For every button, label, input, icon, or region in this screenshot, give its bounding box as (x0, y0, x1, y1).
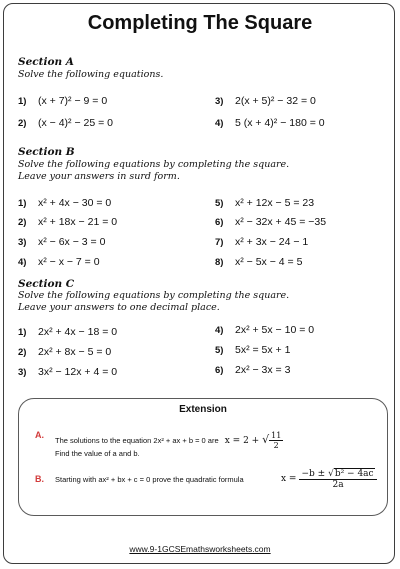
sqrt-sign: √ (328, 469, 334, 479)
equation: x² − 5x − 4 = 5 (235, 256, 303, 268)
quadratic-formula (281, 468, 377, 490)
extension-b-label: B. (35, 474, 44, 484)
equation: x² − 32x + 45 = −35 (235, 216, 327, 228)
equation: x² + 4x − 30 = 0 (38, 197, 112, 209)
formula-discriminant: b² − 4ac (334, 469, 374, 479)
section-a-instruction: Solve the following equations. (18, 69, 164, 80)
equation: 2x² + 4x − 18 = 0 (38, 326, 118, 338)
formula-fraction (299, 468, 376, 490)
equation: 5x² = 5x + 1 (235, 344, 291, 356)
question-c6 (215, 364, 290, 376)
question-b4 (18, 256, 100, 268)
question-c2 (18, 346, 111, 358)
equation: 3x² − 12x + 4 = 0 (38, 366, 118, 378)
extension-title: Extension (179, 404, 227, 415)
extension-a-text (55, 431, 283, 450)
equation: 2(x + 5)² − 32 = 0 (235, 95, 316, 107)
equation: x² + 18x − 21 = 0 (38, 216, 118, 228)
question-number: 4) (215, 118, 224, 129)
question-c3 (18, 366, 117, 378)
question-b6 (215, 216, 326, 228)
question-a1 (18, 95, 107, 107)
question-number: 6) (215, 217, 224, 228)
extension-a-label: A. (35, 430, 44, 440)
equation: x² + 12x − 5 = 23 (235, 197, 315, 209)
question-number: 6) (215, 365, 224, 376)
question-number: 5) (215, 198, 224, 209)
extension-b-text: Starting with ax² + bx + c = 0 prove the quadratic formula (55, 475, 244, 484)
question-c5 (215, 344, 290, 356)
extension-a-line2: Find the value of a and b. (55, 449, 140, 458)
question-number: 7) (215, 237, 224, 248)
formula-denominator: 2a (332, 480, 344, 490)
extension-a-x: x = 2 + (224, 436, 260, 446)
equation: 5 (x + 4)² − 180 = 0 (235, 117, 325, 129)
question-number: 5) (215, 345, 224, 356)
equation: (x − 4)² − 25 = 0 (38, 117, 113, 129)
question-number: 2) (18, 118, 27, 129)
equation: (x + 7)² − 9 = 0 (38, 95, 108, 107)
fraction-numerator: 11 (271, 431, 282, 440)
question-number: 2) (18, 217, 27, 228)
extension-a-solution (224, 431, 284, 450)
question-c4 (215, 324, 314, 336)
question-number: 1) (18, 96, 27, 107)
section-c-instruction-1: Solve the following equations by completing the square. (18, 290, 290, 301)
fraction-denominator: 2 (273, 441, 279, 450)
fraction (269, 431, 283, 450)
section-b-title: Section B (18, 146, 75, 158)
question-number: 4) (18, 257, 27, 268)
equation: 2x² + 8x − 5 = 0 (38, 346, 112, 358)
question-b5 (215, 197, 314, 209)
formula-num-left: −b ± (301, 469, 326, 479)
question-b3 (18, 236, 105, 248)
question-number: 3) (18, 237, 27, 248)
question-b8 (215, 256, 302, 268)
section-b-instruction-1: Solve the following equations by completing the square. (18, 159, 290, 170)
question-number: 1) (18, 198, 27, 209)
question-number: 2) (18, 347, 27, 358)
question-a2 (18, 117, 113, 129)
section-c-title: Section C (18, 278, 75, 290)
question-number: 3) (215, 96, 224, 107)
section-a-title: Section A (18, 56, 74, 68)
question-a3 (215, 95, 316, 107)
equation: x² − 6x − 3 = 0 (38, 236, 106, 248)
footer-link[interactable]: www.9-1GCSEmathsworksheets.com (129, 544, 271, 554)
section-b-instruction-2: Leave your answers in surd form. (18, 171, 180, 182)
equation: 2x² − 3x = 3 (235, 364, 291, 376)
question-number: 8) (215, 257, 224, 268)
question-number: 4) (215, 325, 224, 336)
question-b2 (18, 216, 117, 228)
equation: x² − x − 7 = 0 (38, 256, 100, 268)
formula-x: x = (281, 474, 297, 484)
question-number: 3) (18, 367, 27, 378)
question-b1 (18, 197, 111, 209)
page-title: Completing The Square (87, 12, 313, 34)
extension-a-statement: The solutions to the equation 2x² + ax + b = 0 are (55, 436, 219, 445)
question-number: 1) (18, 327, 27, 338)
equation: x² + 3x − 24 − 1 (235, 236, 309, 248)
equation: 2x² + 5x − 10 = 0 (235, 324, 315, 336)
sqrt-sign: √ (262, 433, 270, 446)
section-c-instruction-2: Leave your answers to one decimal place. (18, 302, 220, 313)
question-c1 (18, 326, 117, 338)
question-a4 (215, 117, 325, 129)
extension-box (18, 398, 388, 516)
question-b7 (215, 236, 308, 248)
formula-numerator (299, 468, 376, 480)
